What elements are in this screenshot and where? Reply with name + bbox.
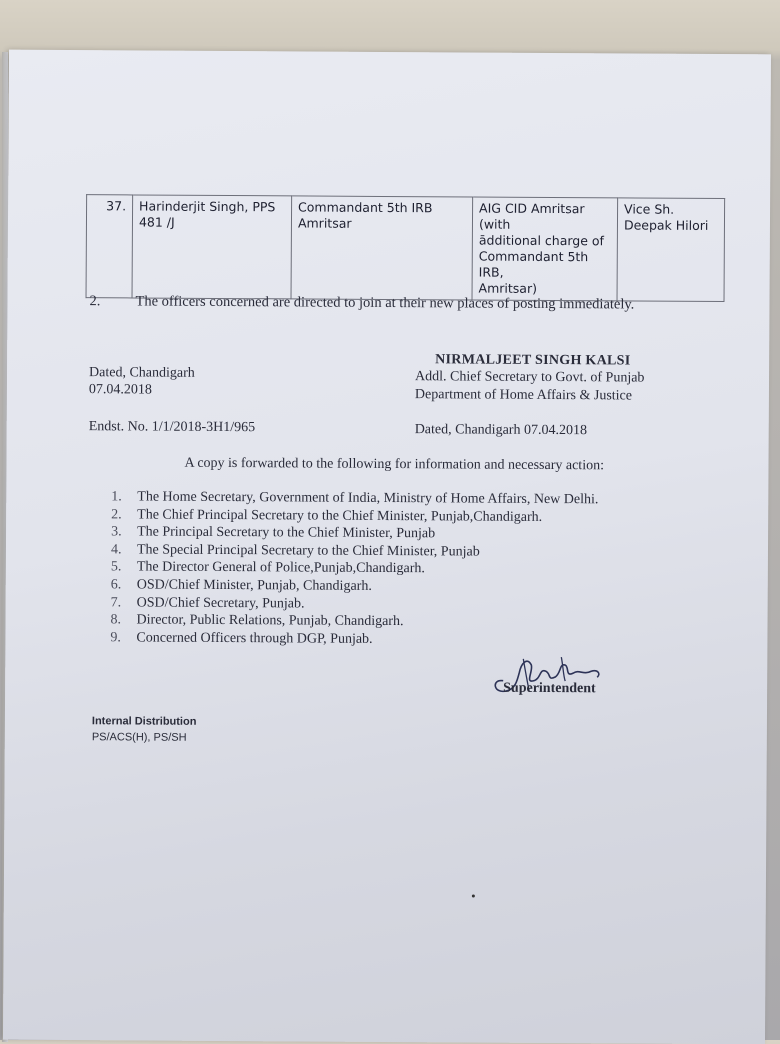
dated-place: Dated, Chandigarh xyxy=(89,365,195,381)
signatory-name: NIRMALJEET SINGH KALSI xyxy=(435,352,631,369)
list-item: 4. The Special Principal Secretary to the Chief Minister, Punjab xyxy=(110,542,480,560)
vice-cell: Vice Sh. Deepak Hilori xyxy=(617,198,725,302)
list-item: 2. The Chief Principal Secretary to the Chief Minister, Punjab,Chandigarh. xyxy=(111,506,543,525)
endorsement-number: Endst. No. 1/1/2018-3H1/965 xyxy=(88,419,256,436)
list-item: 1. The Home Secretary, Government of India, Ministry of Home Affairs, New Delhi. xyxy=(111,489,599,508)
paragraph-2 xyxy=(89,293,634,313)
signatory-title: Addl. Chief Secretary to Govt. of Punjab xyxy=(414,369,645,386)
paragraph-text: The officers concerned are directed to join at their new places of posting immediately. xyxy=(135,293,635,313)
dated-date: 07.04.2018 xyxy=(88,382,153,398)
copy-forward-text: A copy is forwarded to the following for information and necessary action: xyxy=(184,455,605,474)
endorsement-date: Dated, Chandigarh 07.04.2018 xyxy=(414,422,588,439)
list-item: 5. The Director General of Police,Punjab,Chandigarh. xyxy=(110,559,425,577)
list-item: 7. OSD/Chief Secretary, Punjab. xyxy=(110,594,305,612)
new-posting-cell: AIG CID Amritsar (with ādditional charge of Commandant 5th IRB, Amritsar) xyxy=(472,197,618,301)
posting-table xyxy=(86,194,726,302)
list-item: 9. Concerned Officers through DGP, Punjab. xyxy=(110,630,373,647)
table-row xyxy=(86,195,725,302)
signatory-department: Department of Home Affairs & Justice xyxy=(414,387,633,404)
officer-name-cell: Harinderjit Singh, PPS 481 /J xyxy=(132,195,292,299)
present-posting-cell: Commandant 5th IRB Amritsar xyxy=(291,196,473,300)
list-item: 8. Director, Public Relations, Punjab, Chandigarh. xyxy=(110,612,404,630)
document-sheet xyxy=(3,50,771,1044)
superintendent-label: Superintendent xyxy=(503,680,596,697)
paragraph-number: 2. xyxy=(89,293,101,310)
serial-cell: 37. xyxy=(86,195,133,298)
internal-distribution-list: PS/ACS(H), PS/SH xyxy=(91,731,187,744)
list-item: 6. OSD/Chief Minister, Punjab, Chandigarh. xyxy=(110,577,372,594)
ink-speck xyxy=(472,895,475,898)
list-item: 3. The Principal Secretary to the Chief Minister, Punjab xyxy=(111,524,436,542)
internal-distribution-heading: Internal Distribution xyxy=(91,715,197,728)
recipient-list xyxy=(110,488,598,649)
